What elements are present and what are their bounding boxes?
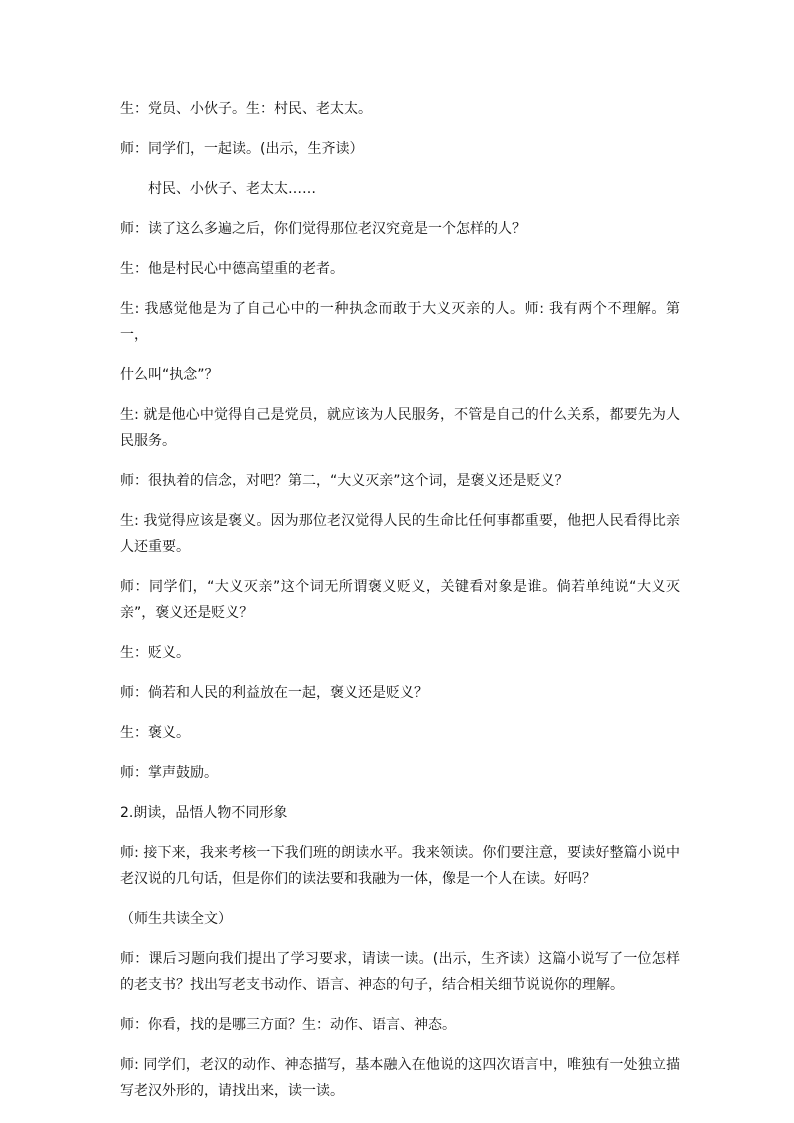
paragraph-student-answer-4: 生: 就是他心中觉得自己是党员，就应该为人民服务，不管是自己的什么关系，都要先为人民服务。	[120, 407, 680, 449]
paragraph-teacher-three-aspects: 师：你看，找的是哪三方面？生：动作、语言、神态。	[120, 1017, 456, 1033]
paragraph-student-answer-1: 生：党员、小伙子。生：村民、老太太。	[120, 101, 372, 117]
paragraph-student-answer-3: 生: 我感觉他是为了自己心中的一种执念而敢于大义灭亲的人。师: 我有两个不理解。第一，	[120, 301, 680, 343]
paragraph-teacher-exercise: 师：课后习题向我们提出了学习要求，请读一读。(出示，生齐读）这篇小说写了一位怎样的老支书？找出写老支书动作、语言、神态的句子，结合相关细节说说你的理解。	[120, 951, 680, 993]
paragraph-student-answer-2: 生：他是村民心中德高望重的老者。	[120, 261, 344, 277]
paragraph-teacher-question-3: 师：倘若和人民的利益放在一起，褒义还是贬义？	[120, 685, 428, 701]
paragraph-teacher-appearance: 师: 同学们，老汉的动作、神态描写，基本融入在他说的这四次语言中，唯独有一处独立描写老汉外形的，请找出来，读一读。	[120, 1057, 680, 1099]
paragraph-teacher-read-together: 师：同学们，一起读。(出示，生齐读）	[120, 141, 364, 157]
paragraph-student-answer-5: 生: 我觉得应该是褒义。因为那位老汉觉得人民的生命比任何事都重要，他把人民看得比亲人还重要。	[120, 513, 680, 555]
paragraph-teacher-question: 师：读了这么多遍之后，你们觉得那位老汉究竟是一个怎样的人？	[120, 221, 526, 237]
paragraph-teacher-question-obsession: 什么叫“执念”？	[120, 367, 219, 383]
paragraph-teacher-applause: 师：掌声鼓励。	[120, 765, 218, 781]
paragraph-student-answer-6: 生：贬义。	[120, 645, 190, 661]
section-heading: 2.朗读，品悟人物不同形象	[120, 805, 288, 821]
paragraph-reading-line: 村民、小伙子、老太太……	[148, 181, 316, 197]
paragraph-student-answer-7: 生：褒义。	[120, 725, 190, 741]
paragraph-teacher-explain: 师：同学们，“大义灭亲”这个词无所谓褒义贬义，关键看对象是谁。倘若单纯说“大义灭亲”，褒义还是贬义？	[120, 579, 680, 621]
paragraph-joint-reading: （师生共读全文）	[120, 911, 232, 927]
paragraph-teacher-reading-test: 师: 接下来，我来考核一下我们班的朗读水平。我来领读。你们要注意，要读好整篇小说中老汉说的几句话，但是你们的读法要和我融为一体，像是一个人在读。好吗？	[120, 845, 680, 887]
paragraph-teacher-question-2: 师：很执着的信念，对吧？第二，“大义灭亲”这个词，是褒义还是贬义？	[120, 473, 569, 489]
document-page	[120, 96, 680, 1118]
